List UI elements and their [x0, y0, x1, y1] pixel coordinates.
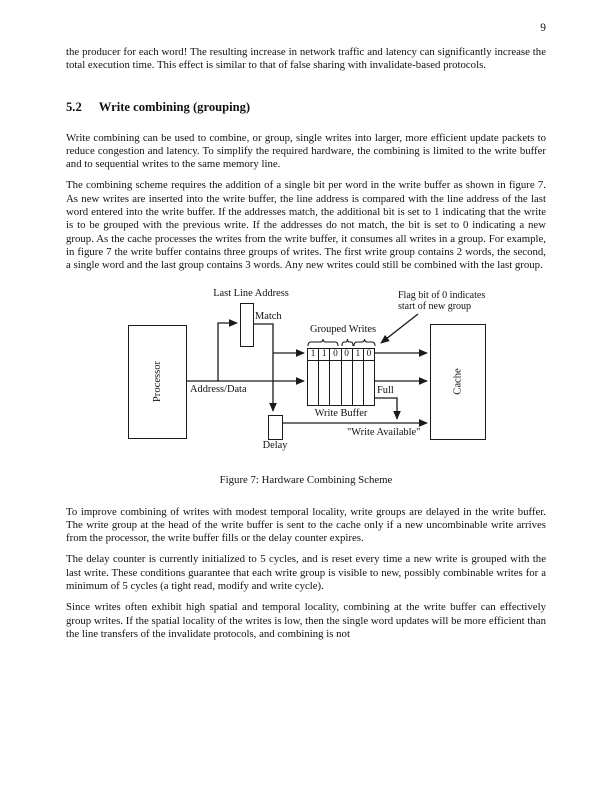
page-content [66, 22, 546, 649]
last-line-address-label: Last Line Address [213, 287, 289, 299]
section-heading [66, 100, 546, 115]
last-line-address-register [240, 303, 254, 347]
write-buffer-label: Write Buffer [314, 407, 368, 419]
delay-box [268, 415, 283, 440]
section-title: Write combining (grouping) [98, 99, 251, 114]
processor-box [128, 325, 187, 439]
paragraph-1: the producer for each word! The resulting increase in network traffic and latency can significantly increase the total execution time. This effect is similar to that of false sharing with invalidate-based protocols. [66, 46, 546, 72]
paragraph-2: Write combining can be used to combine, or group, single writes into larger, more efficient update packets to reduce congestion and latency. To simplify the required hardware, the combining is limited to the write buffer and to sequential writes to the same memory line. [66, 131, 546, 171]
flag-bit-cell: 0 [342, 349, 352, 361]
buffer-column [319, 349, 330, 405]
grouped-writes-label: Grouped Writes [309, 323, 377, 335]
flag-note-line2: start of new group [398, 301, 472, 313]
grouped-writes-braces [308, 339, 375, 346]
flag-bit-cell: 0 [330, 349, 340, 361]
flag-bit-cell: 1 [308, 349, 318, 361]
figure-caption: Figure 7: Hardware Combining Scheme [219, 473, 393, 486]
flag-bit-cell: 1 [353, 349, 363, 361]
paragraph-3: The combining scheme requires the addition of a single bit per word in the write buffer as shown in figure 7. As new writes are inserted into the write buffer, the line address is compared with the line address of the last word entered into the write buffer. If the addresses match, the additional bit is set to 1 indicating that the write is to be grouped with the previous write. If the addresses do not match, the bit is set to 0 indicating a new group. As the cache processes the writes from the write buffer, it consumes all writes in a group. For example, in figure 7 the write buffer contains three groups of writes. The first write group contains 2 words, the second, a single word and the last group contains 3 words. Any new writes could still be combined with the last group. [66, 179, 546, 272]
address-data-label: Address/Data [190, 383, 247, 395]
buffer-column [330, 349, 341, 405]
processor-label: Processor [151, 360, 163, 403]
flag-bit-cell: 0 [364, 349, 374, 361]
flag-note-line1: Flag bit of 0 indicates [398, 289, 486, 301]
match-label: Match [255, 310, 282, 322]
full-label: Full [377, 384, 394, 396]
buffer-column [353, 349, 364, 405]
page-number: 9 [540, 22, 546, 34]
paragraph-4: To improve combining of writes with modest temporal locality, write groups are delayed in the write buffer. The write group at the head of the write buffer is sent to the cache only if a new uncombinable write arrives from the processor, the write buffer fills or the delay counter expires. [66, 505, 546, 545]
paragraph-5: The delay counter is currently initialized to 5 cycles, and is reset every time a new write is grouped with the last write. These conditions guarantee that each write group is visible to new, possibly combinable writes for a minimum of 5 cycles (a tight read, modify and write cycle). [66, 553, 546, 593]
buffer-column [342, 349, 353, 405]
cache-box [430, 324, 486, 440]
write-available-label: "Write Available" [347, 426, 421, 438]
figure7-diagram [66, 288, 546, 458]
flag-bit-cell: 1 [319, 349, 329, 361]
buffer-column [364, 349, 374, 405]
section-number: 5.2 [66, 99, 82, 114]
buffer-column [308, 349, 319, 405]
cache-label: Cache [452, 368, 464, 395]
flag-note [398, 290, 485, 313]
paragraph-6: Since writes often exhibit high spatial and temporal locality, combining at the write buffer can effectively group writes. If the spatial locality of the writes is low, then the single word updates will be more efficient than the line transfers of the invalidate protocols, and combining is not [66, 601, 546, 640]
write-buffer-box [307, 348, 375, 406]
delay-label: Delay [262, 439, 288, 451]
